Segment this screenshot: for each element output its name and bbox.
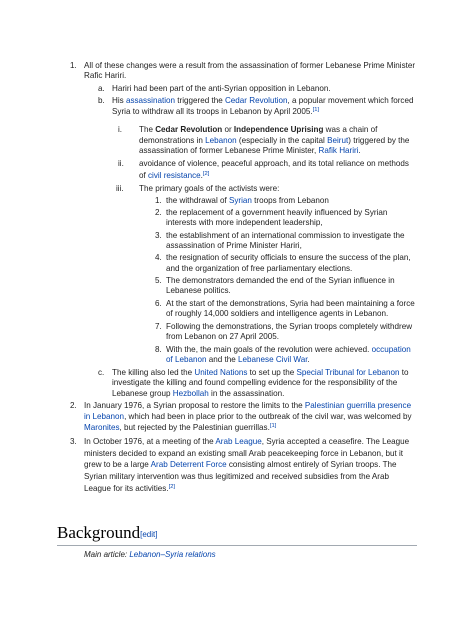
link-syrian[interactable]: Syrian <box>228 196 252 205</box>
list-item-text: the withdrawal of Syrian troops from Lebanon <box>166 196 329 205</box>
citation-link[interactable]: [1] <box>312 107 320 113</box>
list-marker: ii. <box>118 159 124 168</box>
list-item-text: of roughly 14,000 soldiers and intelligence agents in Lebanon. <box>166 309 389 318</box>
link-arab-league[interactable]: Arab League <box>215 437 262 446</box>
list-item-text: Lebanese politics. <box>166 286 231 295</box>
list-marker: b. <box>98 96 105 105</box>
list-marker: 3. <box>70 437 77 446</box>
list-item-text: The primary goals of the activists were: <box>139 184 280 193</box>
list-marker: a. <box>98 84 105 93</box>
link-civil-resistance[interactable]: civil resistance <box>148 171 201 180</box>
list-marker: 2. <box>70 401 77 410</box>
list-item-text: grew to be a large Arab Deterrent Force consisting almost entirely of Syrian troops. The <box>84 460 397 469</box>
list-marker: 7. <box>155 322 162 331</box>
list-marker: 1. <box>155 196 162 205</box>
list-item-text: With the, the main goals of the revolution were achieved. occupation <box>166 345 411 354</box>
list-item-text: the resignation of security officials to ensure the success of the plan, <box>166 253 411 262</box>
list-item-text: At the start of the demonstrations, Syria had been maintaining a force <box>166 299 415 308</box>
list-item-text: His assassination triggered the Cedar Revolution, a popular movement which forced <box>112 96 414 105</box>
list-item-text: the replacement of a government heavily influenced by Syrian <box>166 208 388 217</box>
link-occupation-of-lebanon[interactable]: occupation <box>371 345 411 354</box>
list-item-text: Syrian military intervention was thus legitimized and received subsidies from the Arab <box>84 472 390 481</box>
link-maronites[interactable]: Maronites <box>84 423 120 432</box>
list-item-text: from Lebanon on 27 April 2005. <box>166 332 279 341</box>
link-special-tribunal[interactable]: Special Tribunal for Lebanon <box>296 368 400 377</box>
link-assassination[interactable]: assassination <box>125 96 175 105</box>
link-united-nations[interactable]: United Nations <box>194 368 248 377</box>
list-item-text: investigate the killing and found compelling evidence for the responsibility of the <box>112 378 398 387</box>
heading-divider <box>57 545 417 546</box>
link-beirut[interactable]: Beirut <box>327 136 349 145</box>
edit-section-link[interactable]: [edit] <box>140 530 158 539</box>
list-marker: 8. <box>155 345 162 354</box>
list-item-text: Following the demonstrations, the Syrian troops completely withdrew <box>166 322 413 331</box>
list-item-text: Syria to withdraw all its troops in Lebanon by April 2005.[1] <box>112 107 320 116</box>
list-marker: iii. <box>116 184 124 193</box>
list-item-text: The demonstrators demanded the end of the Syrian influence in <box>166 276 395 285</box>
section-title: Background <box>57 523 141 542</box>
list-item-text: avoidance of violence, peaceful approach, and its total reliance on methods <box>139 159 409 168</box>
citation-link[interactable]: [2] <box>202 171 210 177</box>
list-item-text: ministers decided to expand an existing small Arab peacekeeping force in Lebanon, but it <box>84 449 404 458</box>
main-article-note: Main article: Lebanon–Syria relations <box>84 550 216 559</box>
list-item-text: The Cedar Revolution or Independence Uprising was a chain of <box>139 125 378 134</box>
link-cedar-revolution[interactable]: Cedar Revolution <box>224 96 288 105</box>
list-item-text: and the organization of free parliamentary elections. <box>166 264 353 273</box>
link-arab-deterrent-force[interactable]: Arab Deterrent Force <box>150 460 227 469</box>
list-item-text: League for its activities.[2] <box>84 484 176 493</box>
list-item-text: the establishment of an international commission to investigate the <box>166 231 405 240</box>
list-marker: 1. <box>70 61 77 70</box>
link-lebanese-civil-war[interactable]: Lebanese Civil War <box>238 355 308 364</box>
list-marker: c. <box>98 368 105 377</box>
link-lebanon-syria-relations[interactable]: Lebanon–Syria relations <box>129 550 216 559</box>
list-item-text: of civil resistance.[2] <box>139 171 210 180</box>
list-item-text: in Lebanon, which had been in place prior to the outbreak of the civil war, was welcomed by <box>84 412 412 421</box>
citation-link[interactable]: [2] <box>168 484 176 490</box>
link-hezbollah[interactable]: Hezbollah <box>172 389 209 398</box>
list-item-text: assassination of former Lebanese Prime Minister, Rafik Hariri. <box>139 146 361 155</box>
list-item-text: All of these changes were a result from the assassination of former Lebanese Prime Minister <box>84 61 416 70</box>
list-marker: 2. <box>155 208 162 217</box>
list-item-text: Lebanese group Hezbollah in the assassination. <box>112 389 285 398</box>
list-item-text: interests with more independent leadership, <box>166 218 323 227</box>
link-rafik-hariri[interactable]: Rafik Hariri <box>318 146 359 155</box>
list-item-text: The killing also led the United Nations to set up the Special Tribunal for Lebanon to <box>112 368 409 377</box>
citation-link[interactable]: [1] <box>269 423 277 429</box>
list-marker: 5. <box>155 276 162 285</box>
list-marker: i. <box>118 125 123 134</box>
link-palestinian-guerrilla[interactable]: Palestinian guerrilla presence <box>304 401 412 410</box>
list-item-text: Rafic Hariri. <box>84 71 127 80</box>
list-item-text: Maronites, but rejected by the Palestinian guerrillas.[1] <box>84 423 277 432</box>
link-palestinian-guerrilla[interactable]: in Lebanon <box>84 412 125 421</box>
section-heading <box>57 523 157 545</box>
list-marker: 6. <box>155 299 162 308</box>
link-occupation-of-lebanon[interactable]: of Lebanon <box>166 355 207 364</box>
list-item-text: assassination of Prime Minister Hariri, <box>166 241 302 250</box>
list-marker: 4. <box>155 253 162 262</box>
list-item-text: In October 1976, at a meeting of the Arab League, Syria accepted a ceasefire. The League <box>84 437 410 446</box>
list-item-text: demonstrations in Lebanon (especially in the capital Beirut) triggered by the <box>139 136 410 145</box>
list-item-text: Hariri had been part of the anti-Syrian opposition in Lebanon. <box>112 84 331 93</box>
link-lebanon[interactable]: Lebanon <box>205 136 237 145</box>
list-item-text: In January 1976, a Syrian proposal to restore the limits to the Palestinian guerrilla presence <box>84 401 412 410</box>
list-marker: 3. <box>155 231 162 240</box>
list-item-text: of Lebanon and the Lebanese Civil War. <box>166 355 310 364</box>
